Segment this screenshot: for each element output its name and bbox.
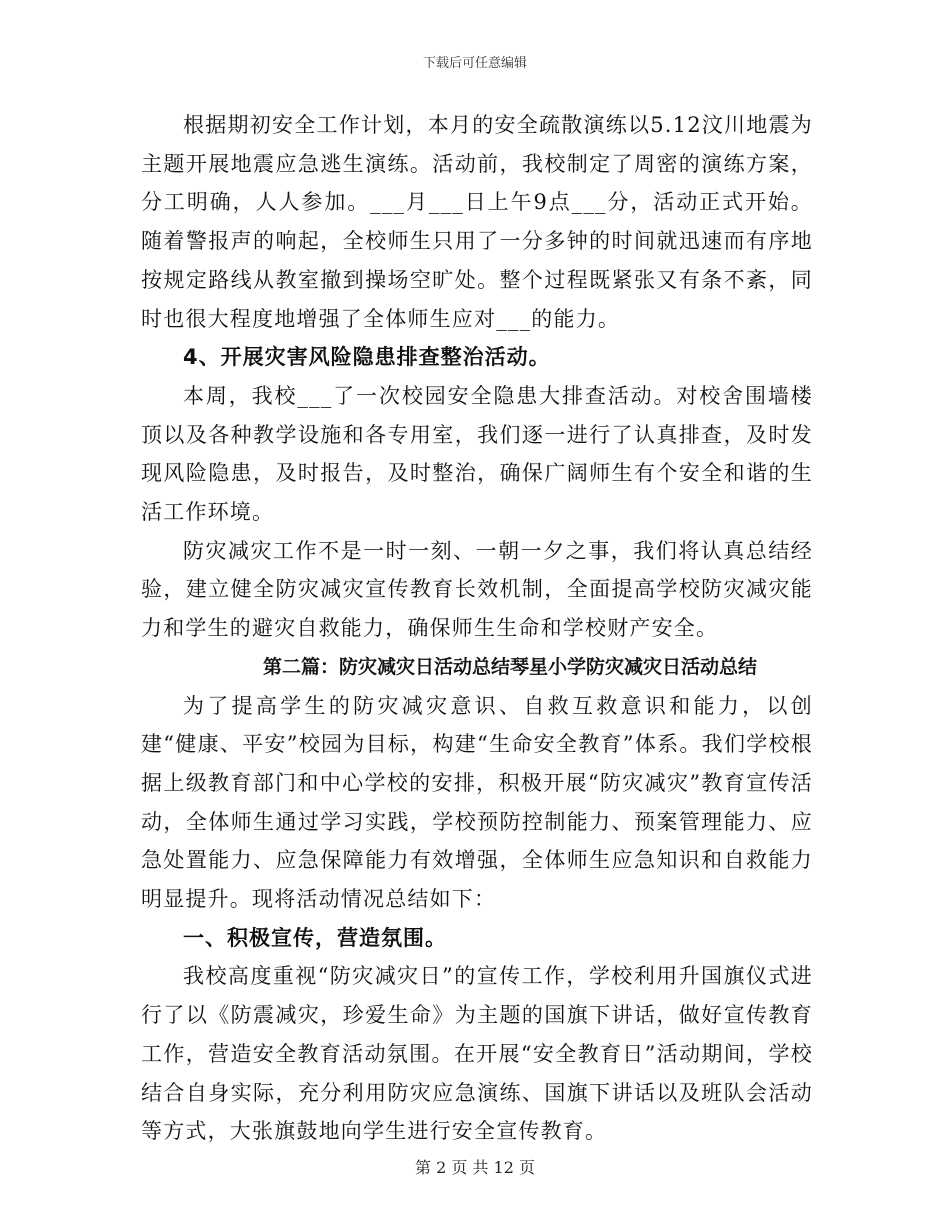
paragraph-intro: 为了提高学生的防灾减灾意识、自救互救意识和能力，以创建“健康、平安”校园为目标，构建“生命安全教育”体系。我们学校根据上级教育部门和中心学校的安排，积极开展“防灾减灾”教育宣传活动，全体师生通过学习实践，学校预防控制能力、预案管理能力、应急处置能力、应急保障能力有效增强，全体师生应急知识和自救能力明显提升。现将活动情况总结如下： — [141, 693, 813, 912]
section-heading-publicity: 一、积极宣传，营造氛围。 — [183, 925, 447, 950]
paragraph-conclusion: 防灾减灾工作不是一时一刻、一朝一夕之事，我们将认真总结经验，建立健全防灾减灾宣传教育长效机制，全面提高学校防灾减灾能力和学生的避灾自救能力，确保师生生命和学校财产安全。 — [141, 538, 813, 641]
document-body — [141, 106, 813, 1151]
page-header-note: 下载后可任意编辑 — [422, 56, 527, 71]
section-heading-hazard-check: 4、开展灾害风险隐患排查整治活动。 — [183, 345, 551, 370]
paragraph-hazard-check: 本周，我校___了一次校园安全隐患大排查活动。对校舍围墙楼顶以及各种教学设施和各专用室，我们逐一进行了认真排查，及时发现风险隐患，及时报告，及时整治，确保广阔师生有个安全和谐的生活工作环境。 — [141, 383, 813, 525]
paragraph-publicity: 我校高度重视“防灾减灾日”的宣传工作，学校利用升国旗仪式进行了以《防震减灾，珍爱生命》为主题的国旗下讲话，做好宣传教育工作，营造安全教育活动氛围。在开展“安全教育日”活动期间，学校结合自身实际，充分利用防灾应急演练、国旗下讲话以及班队会活动等方式，大张旗鼓地向学生进行安全宣传教育。 — [141, 964, 813, 1144]
chapter-title: 第二篇：防灾减灾日活动总结琴星小学防灾减灾日活动总结 — [262, 655, 757, 678]
paragraph-drill: 根据期初安全工作计划，本月的安全疏散演练以5.12汶川地震为主题开展地震应急逃生演练。活动前，我校制定了周密的演练方案，分工明确，人人参加。___月___日上午9点___分，活动正式开始。随着警报声的响起，全校师生只用了一分多钟的时间就迅速而有序地按规定路线从教室撤到操场空旷处。整个过程既紧张又有条不紊，同时也很大程度地增强了全体师生应对___的能力。 — [141, 113, 813, 331]
page-number-footer: 第 2 页 共 12 页 — [415, 1158, 535, 1177]
